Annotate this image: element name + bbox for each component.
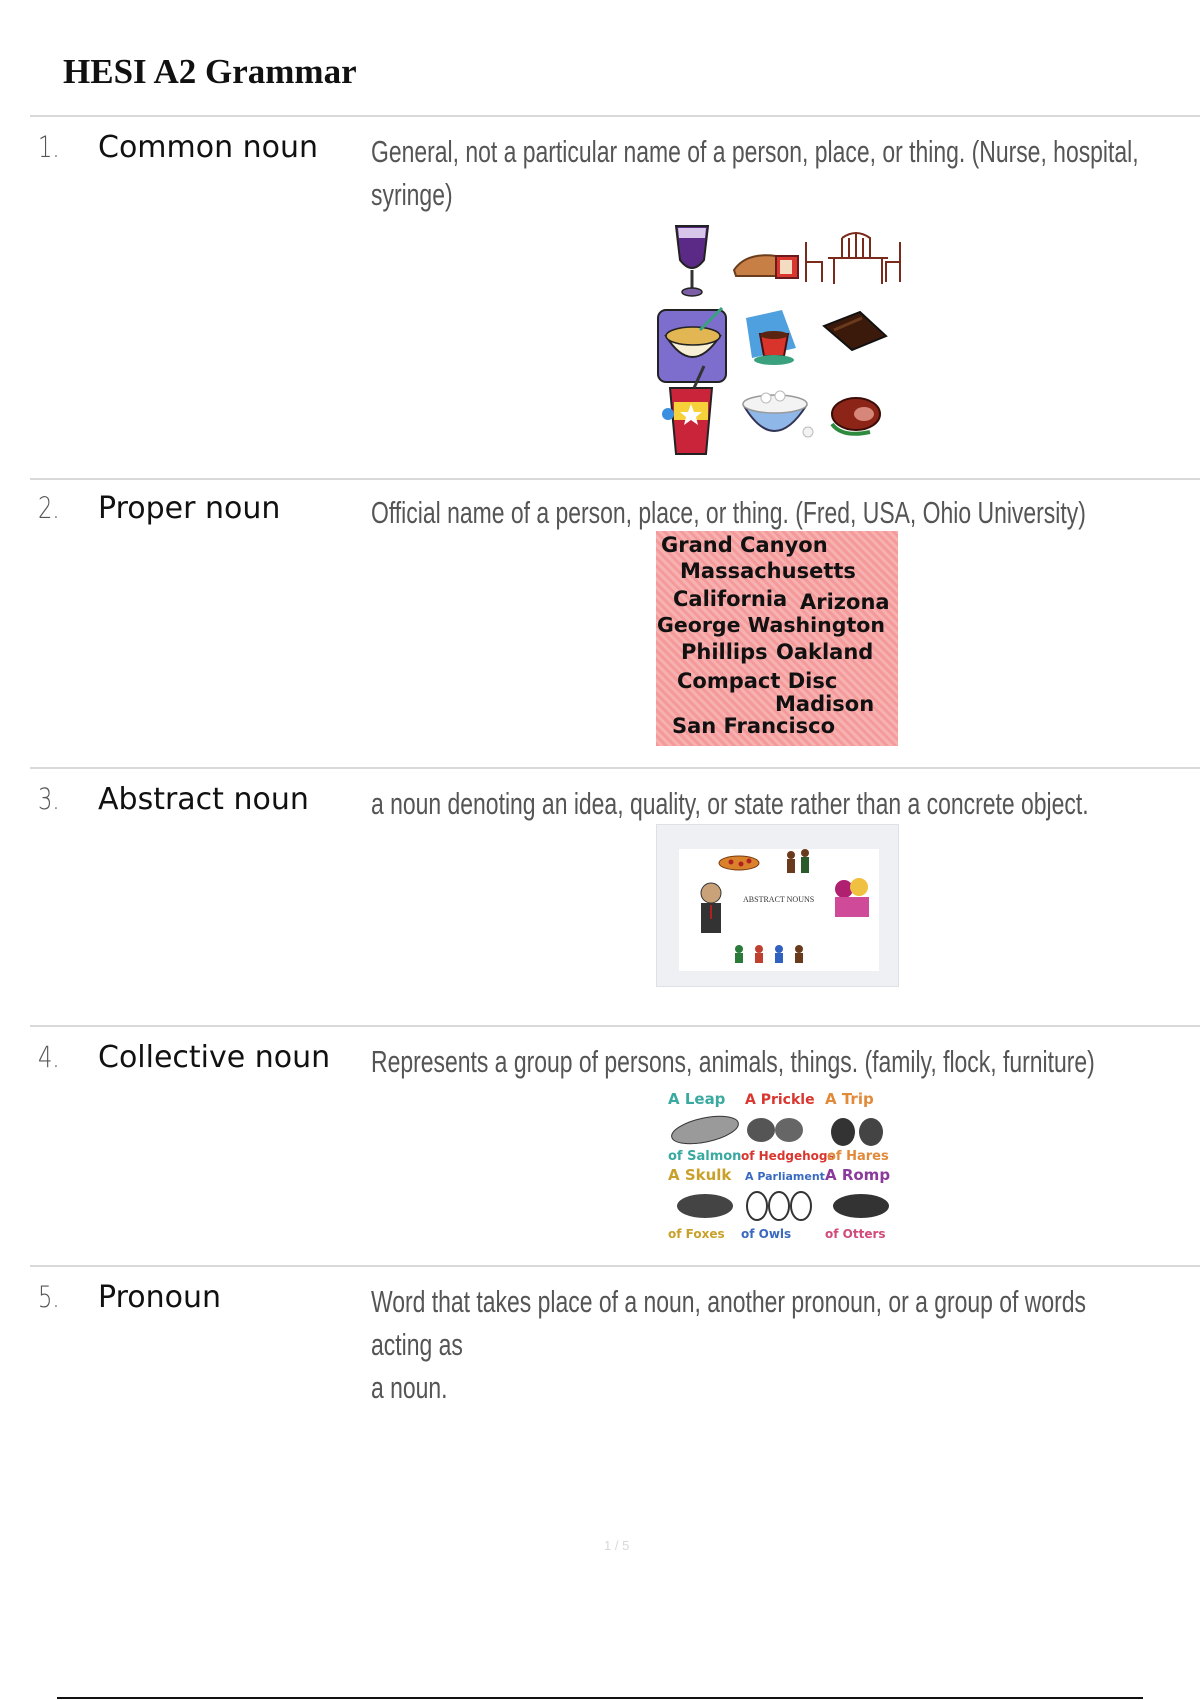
abstract-noun-clipart: [679, 849, 879, 971]
food-clipart-image: [656, 218, 906, 458]
abstract-noun-screenshot-image: [656, 824, 899, 987]
abstract-nouns-heading: ABSTRACT NOUNS: [743, 895, 815, 904]
chocolate-icon: [824, 312, 886, 350]
collective-panel: [741, 1092, 835, 1163]
cloud-word: Grand Canyon: [661, 533, 828, 557]
collective-panel-top: A Skulk: [668, 1166, 732, 1184]
rice-bowl-icon: [743, 391, 813, 437]
collective-panel-top: A Leap: [668, 1090, 726, 1108]
cloud-word: Oakland: [776, 640, 874, 664]
entry-term: Collective noun: [98, 1040, 331, 1075]
hare-icon: [859, 1118, 883, 1146]
definition-line: a noun denoting an idea, quality, or state rather than a concrete object.: [371, 786, 1089, 821]
collective-panel-bottom: of Hedgehogs: [741, 1149, 835, 1163]
entry-definition: [371, 1040, 1148, 1083]
collective-panel-top: A Prickle: [745, 1092, 815, 1108]
collective-panel-bottom: of Otters: [825, 1227, 886, 1241]
cloud-word: California: [673, 587, 788, 611]
collective-noun-image: [665, 1088, 899, 1243]
abstract-noun-slide: [679, 849, 879, 971]
collective-panel-top: A Parliament: [745, 1170, 825, 1183]
hedgehog-icon: [747, 1118, 775, 1142]
cloud-word: San Francisco: [672, 714, 836, 738]
entry-term: Proper noun: [98, 491, 281, 526]
definition-line: syringe): [371, 177, 453, 212]
collective-panel: [825, 1090, 889, 1164]
cloud-word: Compact Disc: [677, 669, 838, 693]
entry-number: 3.: [38, 782, 60, 816]
bread-icon: [734, 255, 798, 278]
table-chairs-icon: [806, 233, 900, 284]
definition-line: General, not a particular name of a person, place, or thing. (Nurse, hospital,: [371, 134, 1139, 169]
entry-definition: [371, 491, 1148, 534]
proper-noun-word-cloud: [656, 531, 898, 746]
coffee-cup-icon: [746, 310, 796, 365]
entry-number: 5.: [38, 1280, 60, 1314]
entry-definition: [371, 1280, 1148, 1409]
collective-panel: [668, 1090, 741, 1164]
entry-number: 4.: [38, 1040, 60, 1074]
cloud-word: Arizona: [800, 590, 890, 614]
otter-icon: [833, 1194, 889, 1218]
entry-number: 2.: [38, 491, 60, 525]
collective-panel-top: A Romp: [825, 1166, 891, 1184]
divider: [30, 767, 1200, 769]
friends-icon: [835, 878, 869, 917]
collective-panel: [668, 1166, 733, 1241]
collective-panel-bottom: of Hares: [827, 1149, 889, 1164]
wine-glass-icon: [676, 226, 708, 296]
collective-panel-bottom: of Salmon: [668, 1149, 742, 1164]
owl-icon: [769, 1192, 789, 1220]
collective-panel-top: A Trip: [825, 1090, 874, 1108]
children-icon: [735, 945, 803, 963]
cloud-word: Madison: [775, 692, 875, 716]
hare-icon: [831, 1118, 855, 1146]
ham-icon: [832, 398, 880, 434]
owl-icon: [791, 1192, 811, 1220]
page-indicator: 1 / 5: [604, 1538, 630, 1553]
entry-term: Abstract noun: [98, 782, 309, 817]
divider: [30, 1265, 1200, 1267]
cloud-word: Massachusetts: [680, 559, 856, 583]
owl-icon: [747, 1192, 767, 1220]
document-title: HESI A2 Grammar: [63, 52, 357, 91]
entry-number: 1.: [38, 130, 60, 164]
cloud-word: George Washington: [657, 613, 885, 637]
definition-line: Official name of a person, place, or thing. (Fred, USA, Ohio University): [371, 495, 1086, 530]
fox-icon: [677, 1194, 733, 1218]
collective-panel: [741, 1170, 825, 1241]
divider: [30, 1025, 1200, 1027]
salmon-icon: [669, 1111, 741, 1149]
divider: [30, 115, 1200, 117]
hedgehog-icon: [775, 1118, 803, 1142]
divider: [30, 478, 1200, 480]
collective-panel-bottom: of Foxes: [668, 1227, 725, 1241]
collective-panel-bottom: of Owls: [741, 1227, 792, 1241]
definition-line: a noun.: [371, 1370, 448, 1405]
entry-term: Common noun: [98, 130, 319, 165]
worried-man-icon: [701, 883, 721, 933]
entry-definition: [371, 782, 1148, 825]
soup-bowl-icon: [658, 308, 726, 382]
entry-definition: [371, 130, 1148, 216]
cloud-word: Phillips: [681, 640, 768, 664]
entry-term: Pronoun: [98, 1280, 221, 1315]
definition-line: Represents a group of persons, animals, things. (family, flock, furniture): [371, 1044, 1095, 1079]
collective-panel: [825, 1166, 890, 1241]
page-bottom-rule: [57, 1697, 1143, 1699]
definition-line: Word that takes place of a noun, another pronoun, or a group of words acting as: [371, 1284, 1087, 1362]
